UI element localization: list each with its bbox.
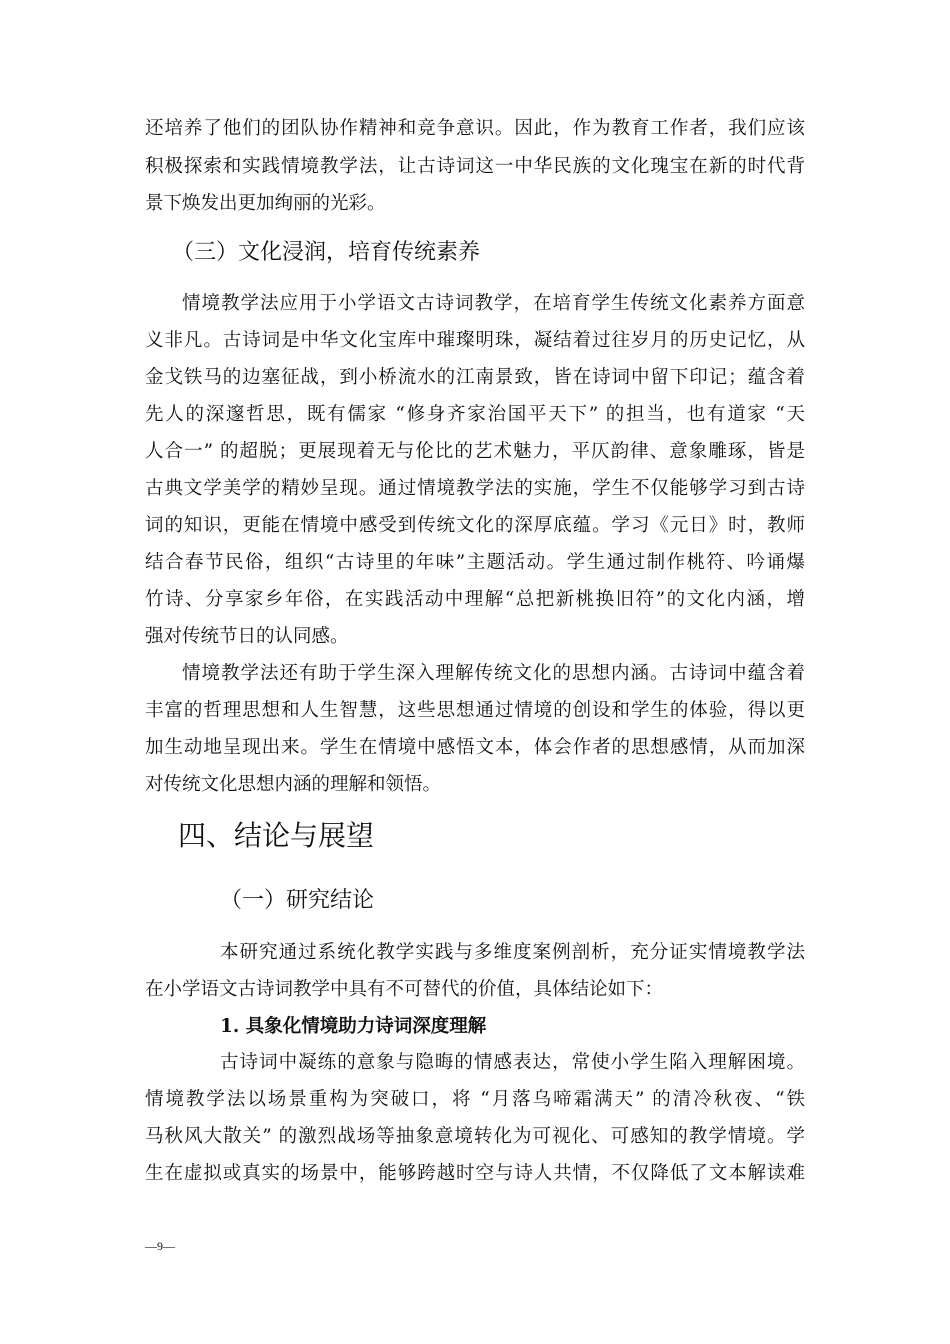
body-line: 竹诗、分享家乡年俗，在实践活动中理解“总把新桃换旧符”的文化内涵，增 bbox=[145, 589, 805, 610]
section-heading: （三）文化浸润，培育传统素养 bbox=[172, 240, 481, 265]
body-line: 马秋风大散关” 的激烈战场等抽象意境转化为可视化、可感知的教学情境。学 bbox=[145, 1126, 805, 1147]
body-line: 结合春节民俗，组织“古诗里的年味”主题活动。学生通过制作桃符、吟诵爆 bbox=[145, 552, 805, 573]
body-line: 人合一” 的超脱；更展现着无与伦比的艺术魅力，平仄韵律、意象雕琢，皆是 bbox=[145, 441, 805, 462]
body-line: 积极探索和实践情境教学法，让古诗词这一中华民族的文化瑰宝在新的时代背 bbox=[145, 156, 805, 177]
point-heading: 1. 具象化情境助力诗词深度理解 bbox=[220, 1016, 487, 1037]
subsection-heading: （一）研究结论 bbox=[220, 888, 375, 913]
body-line: 生在虚拟或真实的场景中，能够跨越时空与诗人共情，不仅降低了文本解读难 bbox=[145, 1163, 805, 1184]
body-line: 对传统文化思想内涵的理解和领悟。 bbox=[145, 774, 442, 795]
body-line: 本研究通过系统化教学实践与多维度案例剖析，充分证实情境教学法 bbox=[220, 942, 805, 963]
body-line: 情境教学法应用于小学语文古诗词教学，在培育学生传统文化素养方面意 bbox=[182, 293, 805, 314]
body-line: 强对传统节日的认同感。 bbox=[145, 626, 349, 647]
body-line: 义非凡。古诗词是中华文化宝库中璀璨明珠，凝结着过往岁月的历史记忆，从 bbox=[145, 330, 805, 351]
body-line: 还培养了他们的团队协作精神和竞争意识。因此，作为教育工作者，我们应该 bbox=[145, 118, 805, 139]
body-line: 词的知识，更能在情境中感受到传统文化的深厚底蕴。学习《元日》时，教师 bbox=[145, 515, 805, 536]
body-line: 先人的深邃哲思，既有儒家 “修身齐家治国平天下” 的担当，也有道家 “天 bbox=[145, 404, 805, 425]
body-line: 加生动地呈现出来。学生在情境中感悟文本，体会作者的思想感情，从而加深 bbox=[145, 737, 805, 758]
body-line: 情境教学法以场景重构为突破口，将 “月落乌啼霜满天” 的清冷秋夜、“铁 bbox=[145, 1089, 805, 1110]
body-line: 景下焕发出更加绚丽的光彩。 bbox=[145, 193, 386, 214]
body-line: 金戈铁马的边塞征战，到小桥流水的江南景致，皆在诗词中留下印记；蕴含着 bbox=[145, 367, 805, 388]
body-line: 古诗词中凝练的意象与隐晦的情感表达，常使小学生陷入理解困境。 bbox=[220, 1052, 805, 1073]
body-line: 情境教学法还有助于学生深入理解传统文化的思想内涵。古诗词中蕴含着 bbox=[182, 663, 805, 684]
chapter-heading: 四、结论与展望 bbox=[178, 819, 375, 852]
body-line: 在小学语文古诗词教学中具有不可替代的价值，具体结论如下： bbox=[145, 979, 664, 1000]
body-line: 古典文学美学的精妙呈现。通过情境教学法的实施，学生不仅能够学习到古诗 bbox=[145, 478, 805, 499]
body-line: 丰富的哲理思想和人生智慧，这些思想通过情境的创设和学生的体验，得以更 bbox=[145, 700, 805, 721]
page-number: —9— bbox=[145, 1239, 175, 1253]
